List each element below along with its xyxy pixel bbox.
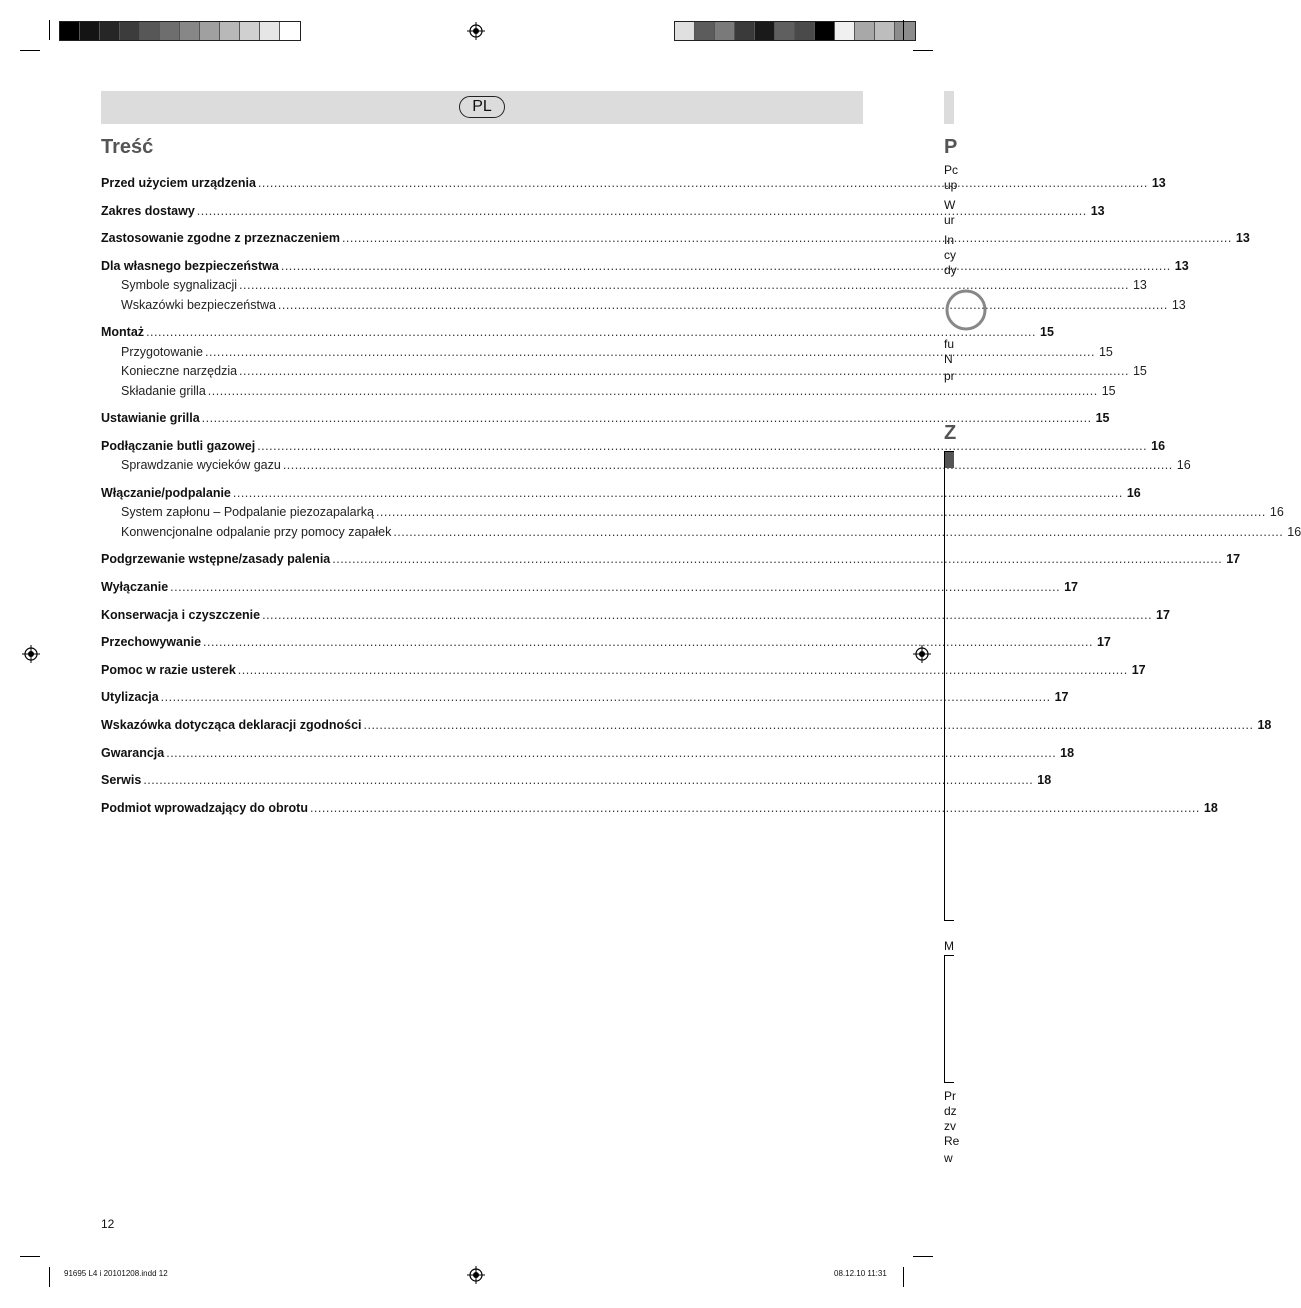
toc-leader-dots (233, 486, 1123, 500)
toc-entry-page: 15 (1132, 364, 1147, 379)
toc-entry (121, 383, 1116, 400)
toc-entry-label: Konwencjonalne odpalanie przy pomocy zapałek (121, 524, 392, 539)
toc-entry-page: 18 (1203, 800, 1218, 815)
color-swatch (815, 22, 835, 40)
toc-entry-page: 13 (1174, 258, 1189, 273)
toc-entry-page: 13 (1151, 176, 1166, 190)
toc-entry-label: Zastosowanie zgodne z przeznaczeniem (101, 231, 340, 246)
toc-entry-page: 13 (1090, 203, 1105, 218)
toc-entry (121, 278, 1147, 294)
next-page-text-fragment: W (944, 198, 956, 212)
toc-leader-dots (364, 718, 1254, 732)
toc-leader-dots (262, 608, 1152, 622)
next-page-text-fragment: dy (944, 263, 957, 277)
color-swatch (775, 22, 795, 40)
toc-entry (101, 773, 1052, 789)
toc-entry (101, 745, 1075, 762)
toc-entry-label: System zapłonu – Podpalanie piezozapalarką (121, 505, 374, 520)
crop-mark (20, 1256, 40, 1257)
toc-entry-label: Przed użyciem urządzenia (101, 176, 256, 190)
toc-leader-dots (393, 525, 1283, 539)
toc-entry-page: 16 (1269, 505, 1284, 520)
color-bar-right (674, 21, 916, 41)
next-page-text-fragment: ur (944, 213, 955, 227)
next-page-text-fragment: up (944, 178, 958, 192)
color-swatch (60, 22, 80, 40)
toc-entry (101, 325, 1054, 341)
toc-entry-label: Podgrzewanie wstępne/zasady palenia (101, 552, 331, 567)
toc-entry-page: 17 (1131, 662, 1146, 677)
color-swatch (200, 22, 220, 40)
toc-entry (101, 485, 1141, 502)
toc-entry-page: 17 (1156, 607, 1170, 622)
toc-entry (121, 458, 1191, 474)
next-page-text-fragment: N (944, 352, 953, 366)
header-band-next-page (944, 91, 954, 124)
next-page-text-fragment: Re (944, 1134, 960, 1148)
next-page-text-fragment: dz (944, 1104, 957, 1118)
toc-entry (101, 662, 1146, 679)
next-page-text-fragment: w (944, 1151, 953, 1165)
color-swatch (695, 22, 715, 40)
crop-mark (49, 1267, 50, 1287)
toc-entry-label: Serwis (101, 773, 142, 788)
toc-entry-page: 16 (1176, 458, 1191, 473)
toc-entry (121, 297, 1186, 314)
toc-leader-dots (257, 439, 1147, 453)
toc-entry-page: 16 (1287, 524, 1301, 539)
color-swatch (120, 22, 140, 40)
color-swatch (715, 22, 735, 40)
page-title: Treść (101, 136, 154, 158)
toc-entry-label: Wyłączanie (101, 580, 169, 594)
toc-entry-page: 13 (1132, 278, 1147, 293)
toc-leader-dots (143, 773, 1033, 787)
toc-entry-page: 17 (1064, 580, 1079, 594)
color-swatch (140, 22, 160, 40)
toc-entry-label: Pomoc w razie usterek (101, 662, 236, 677)
next-page-text-fragment: fu (944, 337, 955, 351)
toc-leader-dots (239, 278, 1129, 292)
next-page-icon (944, 290, 954, 330)
toc-entry-label: Zakres dostawy (101, 203, 195, 218)
crop-mark (903, 20, 904, 40)
toc-leader-dots (376, 505, 1266, 519)
next-page-heading: Z (944, 422, 957, 444)
toc-entry (101, 607, 1170, 624)
next-page-heading: P (944, 136, 958, 158)
color-swatch (835, 22, 855, 40)
color-swatch (180, 22, 200, 40)
toc-entry-label: Gwarancja (101, 745, 165, 760)
color-swatch (875, 22, 895, 40)
next-page-table (944, 955, 954, 1083)
next-page-table (944, 451, 954, 921)
toc-entry (101, 800, 1218, 817)
next-page-text-fragment: Pr (944, 1089, 956, 1103)
toc-entry-label: Ustawianie grilla (101, 411, 200, 426)
toc-entry-label: Podmiot wprowadzający do obrotu (101, 800, 308, 815)
next-page-text-fragment: Pc (944, 163, 959, 177)
color-swatch (855, 22, 875, 40)
footer-file-info: 91695 L4 i 20101208.indd 12 (64, 1269, 168, 1278)
toc-entry (101, 718, 1272, 734)
toc-entry-label: Montaż (101, 325, 145, 340)
toc-entry-page: 15 (1101, 383, 1116, 398)
toc-leader-dots (310, 801, 1200, 815)
toc-entry-page: 17 (1096, 635, 1111, 650)
color-swatch (160, 22, 180, 40)
toc-entry-label: Konserwacja i czyszczenie (101, 607, 261, 622)
toc-entry-label: Utylizacja (101, 690, 159, 705)
toc-entry (121, 505, 1284, 521)
color-swatch (220, 22, 240, 40)
toc-entry-page: 16 (1151, 438, 1166, 453)
toc-entry (101, 580, 1079, 596)
next-page-text-fragment: zv (944, 1119, 956, 1133)
crop-mark (49, 20, 50, 40)
toc-entry-page: 18 (1037, 773, 1052, 788)
next-page-text-fragment: cy (944, 248, 956, 262)
color-swatch (795, 22, 815, 40)
toc-entry-page: 15 (1095, 411, 1110, 426)
toc-entry (101, 690, 1069, 706)
toc-entry-label: Dla własnego bezpieczeństwa (101, 258, 279, 273)
toc-leader-dots (281, 259, 1171, 273)
toc-entry-page: 15 (1040, 325, 1054, 340)
color-swatch (755, 22, 775, 40)
color-swatch (80, 22, 100, 40)
footer-date: 08.12.10 11:31 (834, 1269, 887, 1278)
crop-mark (20, 50, 40, 51)
crop-mark (913, 50, 933, 51)
toc-entry-label: Przygotowanie (121, 344, 203, 359)
color-swatch (240, 22, 260, 40)
toc-entry (101, 635, 1111, 651)
language-badge: PL (459, 96, 505, 118)
toc-entry (101, 411, 1110, 427)
toc-leader-dots (146, 325, 1036, 339)
toc-entry-label: Konieczne narzędzia (121, 364, 238, 379)
toc-leader-dots (202, 411, 1092, 425)
toc-entry-page: 17 (1054, 690, 1069, 705)
toc-leader-dots (342, 231, 1232, 245)
toc-entry-page: 13 (1171, 297, 1186, 312)
toc-leader-dots (161, 690, 1051, 704)
toc-leader-dots (238, 663, 1128, 677)
toc-entry-label: Przechowywanie (101, 635, 202, 650)
toc-entry-page: 15 (1098, 344, 1113, 359)
toc-leader-dots (203, 635, 1093, 649)
toc-entry-label: Wskazówka dotycząca deklaracji zgodności (101, 718, 362, 732)
toc-leader-dots (283, 458, 1173, 472)
toc-leader-dots (170, 580, 1060, 594)
toc-entry-label: Symbole sygnalizacji (121, 278, 238, 293)
color-swatch (280, 22, 300, 40)
toc-entry-label: Składanie grilla (121, 383, 206, 398)
toc-entry-label: Sprawdzanie wycieków gazu (121, 458, 281, 473)
page-number: 12 (101, 1217, 115, 1231)
toc-leader-dots (278, 298, 1168, 312)
toc-entry (121, 524, 1301, 541)
color-swatch (735, 22, 755, 40)
toc-entry (101, 438, 1166, 455)
color-swatch (260, 22, 280, 40)
toc-entry-label: Włączanie/podpalanie (101, 485, 231, 500)
registration-mark-icon (467, 1266, 485, 1284)
color-swatch (675, 22, 695, 40)
toc-leader-dots (205, 345, 1095, 359)
color-swatch (895, 22, 915, 40)
toc-leader-dots (166, 746, 1056, 760)
registration-mark-icon (467, 22, 485, 40)
toc-leader-dots (208, 384, 1098, 398)
next-page-text-fragment: M (944, 939, 954, 953)
toc-leader-dots (239, 364, 1129, 378)
registration-mark-icon (22, 645, 40, 663)
next-page-text-fragment: In (944, 233, 955, 247)
toc-entry (101, 552, 1241, 568)
crop-mark (903, 1267, 904, 1287)
toc-entry-page: 18 (1060, 745, 1075, 760)
toc-leader-dots (258, 176, 1148, 190)
color-bar-left (59, 21, 301, 41)
toc-entry-page: 16 (1126, 485, 1141, 500)
toc-entry-page: 17 (1226, 552, 1241, 567)
toc-entry-page: 18 (1257, 718, 1272, 732)
next-page-text-fragment: pr (944, 369, 955, 383)
toc-leader-dots (332, 552, 1222, 566)
toc-entry-label: Wskazówki bezpieczeństwa (121, 297, 276, 312)
color-swatch (100, 22, 120, 40)
toc-entry-label: Podłączanie butli gazowej (101, 438, 256, 453)
toc-entry-page: 13 (1235, 231, 1250, 246)
crop-mark (913, 1256, 933, 1257)
